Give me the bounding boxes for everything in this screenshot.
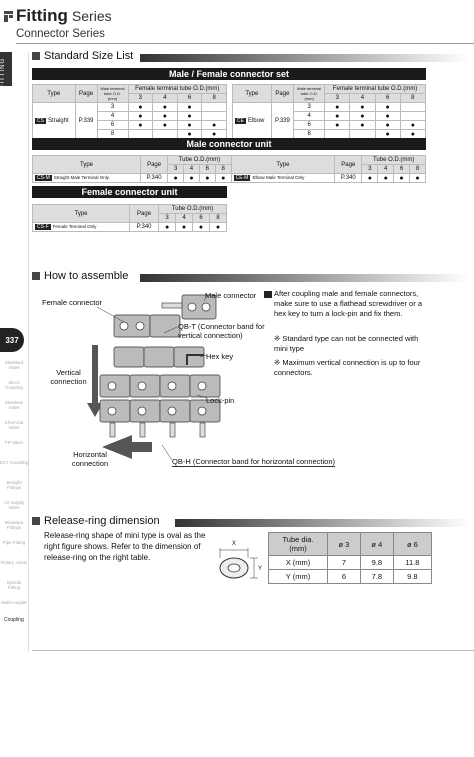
bullet-square-icon (264, 291, 272, 298)
ring-x-label: X (232, 541, 237, 547)
side-nav-item[interactable]: Air Supply Valve (3, 500, 25, 510)
section-heading-assemble: How to assemble (32, 270, 128, 282)
page-number-badge: 337 (0, 328, 24, 352)
table-row: CS-M Straight Male Terminal Only P.340 ● ● ● ● CE-M Elbow Male Terminal Only P.340 ● ● ● ● (33, 174, 426, 183)
female-unit-title: Female connector unit (32, 186, 227, 198)
label-qbt: QB-T (Connector band for vertical connection) (178, 322, 265, 340)
assemble-note-2: ※ Maximum vertical connection is up to four connectors. (274, 358, 421, 377)
header-divider (16, 43, 474, 44)
male-unit-title: Male connector unit (32, 138, 426, 150)
ring-y-label: Y (258, 566, 263, 572)
table-row: 4 ● ● ● (33, 112, 227, 121)
assemble-note-1: ※ Standard type can not be connected with mini type (274, 334, 419, 353)
label-female-connector: Female connector (42, 298, 103, 307)
side-nav-item[interactable]: Pipe Fitting (2, 540, 26, 545)
side-nav-item[interactable]: FP Valve (5, 440, 23, 445)
release-ring-diagram (214, 540, 264, 590)
side-nav-item[interactable]: Miniature Fittings (4, 520, 24, 530)
straight-table: Type Page Male terminal tube O.D.(mm) Female terminal tube O.D.(mm) 3 4 6 8 CS Straight P.339 3 ● ● ● 4 ● ● ● 6 ● ● ● ● 8 ● ● (32, 84, 227, 139)
table-row: 8 ● ● (33, 130, 227, 139)
female-unit-table: Type Page Tube O.D.(mm) 3 4 6 8 CS-F Female Terminal Only P.340 ● ● ● ● (32, 204, 227, 232)
section-square-icon (32, 517, 40, 525)
side-tab-label: FITTING (0, 57, 7, 89)
assemble-instructions: After coupling male and female connectors, make sure to use a flathead screwdriver or a hex key to turn a lock-pin and fix them. (274, 289, 422, 318)
side-nav-item[interactable]: Special Fitting (6, 580, 22, 590)
side-nav-item[interactable]: Micro Coupling (5, 380, 23, 390)
table-row: 4 ● ● ● (233, 112, 426, 121)
heading-bar (175, 519, 470, 527)
mf-set-title: Male / Female connector set (32, 68, 426, 80)
male-unit-table: Type Page Tube O.D.(mm) Type Page Tube O.D.(mm) 3 4 6 8 3 4 6 8 CS-M Straight Male Terminal Only P.340 ● ● ● ● CE-M Elbow Male Terminal Only P.340 ● ● ● ● (32, 155, 426, 183)
table-row: 8 ● ● (233, 130, 426, 139)
heading-bar (140, 54, 470, 62)
section-heading-release-ring: Release-ring dimension (32, 515, 160, 527)
side-nav-item[interactable]: Rotary Joints (0, 560, 28, 565)
table-row: Y (mm) 6 7.8 9.8 (269, 570, 432, 584)
release-ring-table: Tube dia. (mm) ø 3 ø 4 ø 6 X (mm) 7 9.8 11.8 Y (mm) 6 7.8 9.8 (268, 532, 432, 584)
section-square-icon (32, 272, 40, 280)
label-male-connector: Male connector (205, 291, 257, 300)
side-nav-item[interactable]: Multi-coupler (1, 600, 27, 605)
page-title: Fitting Series (16, 6, 112, 25)
table-row: CS-F Female Terminal Only P.340 ● ● ● ● (33, 223, 227, 232)
table-row: 6 ● ● ● ● (33, 121, 227, 130)
label-qbh: QB-H (Connector band for horizontal connection) (172, 457, 336, 466)
label-lock-pin: Lock-pin (206, 396, 235, 405)
table-row: 6 ● ● ● ● (233, 121, 426, 130)
label-horizontal-connection: Horizontal connection (71, 450, 109, 468)
side-nav-item[interactable]: ECT Coupling (0, 460, 28, 465)
label-hex-key: Hex key (206, 352, 234, 361)
side-nav-item[interactable]: Chemical Valve (4, 420, 24, 430)
side-nav-item-active[interactable]: Coupling (4, 617, 24, 623)
side-nav-item[interactable]: Straight Fittings (6, 480, 22, 490)
footer-divider (32, 650, 474, 651)
fitting-logo-icon (4, 9, 13, 20)
section-heading-standard-size: Standard Size List (32, 50, 133, 62)
side-divider (28, 52, 29, 652)
heading-bar (140, 274, 470, 282)
table-row: CS Straight P.339 3 ● ● ● (33, 103, 227, 112)
side-nav-item[interactable]: Standard Valve (4, 360, 24, 370)
page-subtitle: Connector Series (16, 28, 105, 40)
table-row: CE Elbow P.339 3 ● ● ● (233, 103, 426, 112)
elbow-table: Type Page Male terminal tube O.D.(mm) Female terminal tube O.D.(mm) 3 4 6 8 CE Elbow P.339 3 ● ● ● 4 ● ● ● 6 ● ● ● ● 8 ● ● (232, 84, 426, 139)
section-square-icon (32, 52, 40, 60)
side-nav-item[interactable]: Stainless Valve (4, 400, 24, 410)
table-row: X (mm) 7 9.8 11.8 (269, 556, 432, 570)
label-vertical-connection: Vertical connection (50, 368, 87, 386)
release-ring-text: Release-ring shape of mini type is oval as the right figure shows. Refer to the dimension of release-ring on the right table. (44, 531, 206, 562)
